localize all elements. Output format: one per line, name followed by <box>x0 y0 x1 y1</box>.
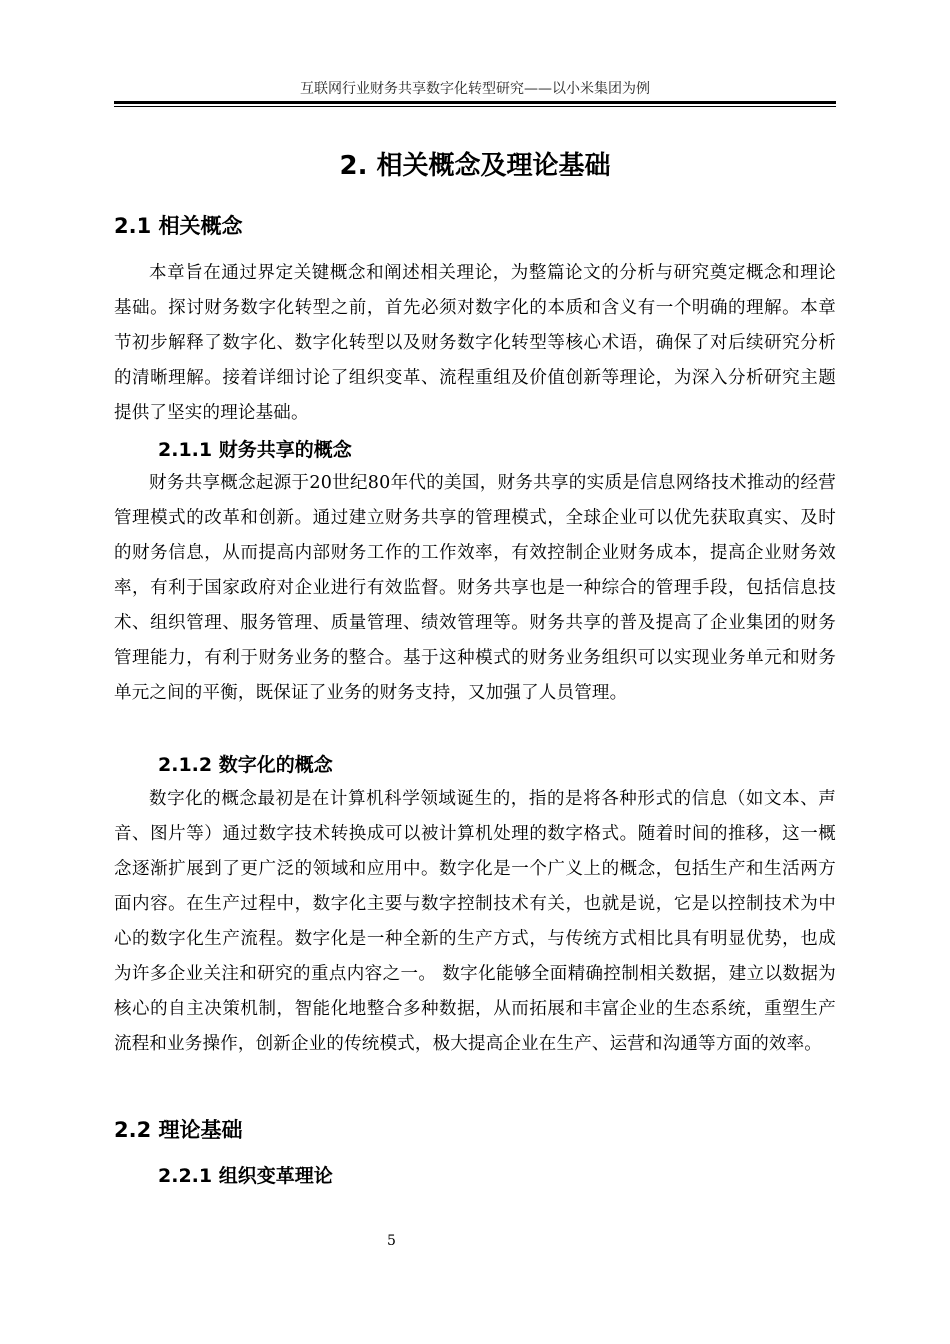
section-heading-2-2: 2.2 理论基础 <box>114 1118 243 1142</box>
header-rule-thin <box>114 106 836 107</box>
running-header: 互联网行业财务共享数字化转型研究——以小米集团为例 <box>300 81 650 97</box>
page-number: 5 <box>387 1233 396 1249</box>
header-rule-thick <box>114 101 836 104</box>
subsection-heading-2-2-1: 2.2.1 组织变革理论 <box>158 1165 333 1187</box>
paragraph-2-1-1: 财务共享概念起源于20世纪80年代的美国，财务共享的实质是信息网络技术推动的经营管理模式的改革和创新。通过建立财务共享的管理模式，全球企业可以优先获取真实、及时的财务信息，从而提高内部财务工作的工作效率，有效控制企业财务成本，提高企业财务效率，有利于国家政府对企业进行有效监督。财务共享也是一种综合的管理手段，包括信息技术、组织管理、服务管理、质量管理、绩效管理等。财务共享的普及提高了企业集团的财务管理能力，有利于财务业务的整合。基于这种模式的财务业务组织可以实现业务单元和财务单元之间的平衡，既保证了业务的财务支持，又加强了人员管理。 <box>114 473 836 703</box>
subsection-heading-2-1-1: 2.1.1 财务共享的概念 <box>158 439 352 461</box>
paragraph-2-1-2: 数字化的概念最初是在计算机科学领域诞生的，指的是将各种形式的信息（如文本、声音、图片等）通过数字技术转换成可以被计算机处理的数字格式。随着时间的推移，这一概念逐渐扩展到了更广泛的领域和应用中。数字化是一个广义上的概念，包括生产和生活两方面内容。在生产过程中，数字化主要与数字控制技术有关，也就是说，它是以控制技术为中心的数字化生产流程。数字化是一种全新的生产方式，与传统方式相比具有明显优势，也成为许多企业关注和研究的重点内容之一。 数字化能够全面精确控制相关数据，建立以数据为核心的自主决策机制，智能化地整合多种数据，从而拓展和丰富企业的生态系统，重塑生产流程和业务操作，创新企业的传统模式，极大提高企业在生产、运营和沟通等方面的效率。 <box>114 789 836 1054</box>
paragraph-2-1-intro: 本章旨在通过界定关键概念和阐述相关理论，为整篇论文的分析与研究奠定概念和理论基础。探讨财务数字化转型之前，首先必须对数字化的本质和含义有一个明确的理解。本章节初步解释了数字化、数字化转型以及财务数字化转型等核心术语，确保了对后续研究分析的清晰理解。接着详细讨论了组织变革、流程重组及价值创新等理论，为深入分析研究主题提供了坚实的理论基础。 <box>114 263 836 423</box>
subsection-heading-2-1-2: 2.1.2 数字化的概念 <box>158 754 333 776</box>
section-heading-2-1: 2.1 相关概念 <box>114 214 243 238</box>
chapter-title: 2. 相关概念及理论基础 <box>339 151 611 181</box>
